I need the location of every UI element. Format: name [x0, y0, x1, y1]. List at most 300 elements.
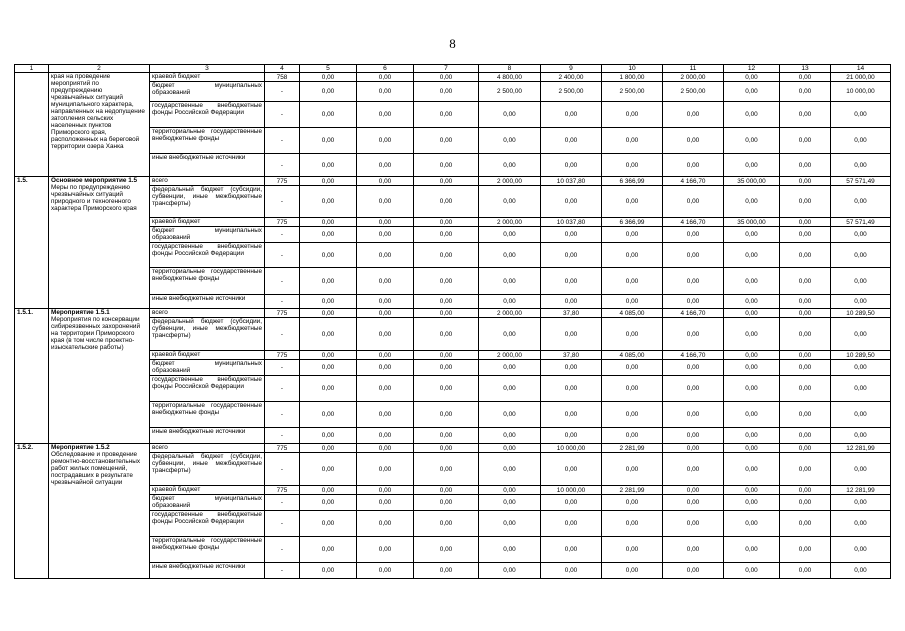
funding-source: территориальные государственные внебюджетные фонды [150, 268, 265, 295]
item-title: Мероприятие 1.5.1 [51, 309, 110, 316]
amount-cell: 0,00 [541, 295, 602, 309]
amount-cell: 0,00 [414, 495, 479, 511]
funding-source: краевой бюджет [150, 73, 265, 82]
amount-cell: 0,00 [300, 73, 357, 82]
amount-cell: 10 289,50 [831, 351, 891, 360]
amount-cell: 0,00 [414, 73, 479, 82]
table-row [15, 444, 891, 453]
amount-cell: 0,00 [479, 453, 541, 486]
amount-cell: 6 366,99 [602, 218, 663, 227]
amount-cell: 0,00 [300, 444, 357, 453]
amount-cell: 0,00 [541, 402, 602, 428]
amount-cell: 10 289,50 [831, 309, 891, 318]
amount-cell: 0,00 [357, 537, 414, 563]
amount-cell: 0,00 [780, 177, 831, 186]
amount-cell: 0,00 [831, 243, 891, 268]
amount-cell: 0,00 [831, 563, 891, 579]
column-number-14: 14 [831, 65, 891, 73]
amount-cell: 0,00 [357, 268, 414, 295]
amount-cell: 0,00 [357, 351, 414, 360]
amount-cell: 0,00 [831, 511, 891, 537]
amount-cell: 0,00 [300, 453, 357, 486]
amount-cell: 0,00 [663, 154, 724, 177]
amount-cell: 0,00 [724, 495, 780, 511]
amount-cell: 0,00 [663, 428, 724, 444]
amount-cell: 0,00 [663, 360, 724, 376]
amount-cell: 0,00 [602, 128, 663, 154]
amount-cell: 0,00 [724, 486, 780, 495]
amount-cell: 10 037,80 [541, 177, 602, 186]
amount-cell: 0,00 [300, 511, 357, 537]
amount-cell: 0,00 [663, 495, 724, 511]
amount-cell: 0,00 [724, 154, 780, 177]
amount-cell: 0,00 [780, 82, 831, 102]
amount-cell: 0,00 [300, 563, 357, 579]
code-cell: - [265, 227, 300, 243]
amount-cell: 0,00 [780, 495, 831, 511]
item-description-text: Обследование и проведение ремонтно-восстановительных работ жилых помещений, пострадавших в результате чрезвычайной ситуации [51, 451, 141, 486]
funding-source: бюджет муниципальных образований [150, 227, 265, 243]
amount-cell: 4 085,00 [602, 351, 663, 360]
amount-cell: 0,00 [663, 186, 724, 218]
code-cell: - [265, 318, 300, 351]
code-cell: - [265, 102, 300, 128]
amount-cell: 0,00 [724, 428, 780, 444]
amount-cell: 0,00 [541, 453, 602, 486]
table-row [15, 309, 891, 318]
amount-cell: 21 000,00 [831, 73, 891, 82]
column-number-4: 4 [265, 65, 300, 73]
amount-cell: 0,00 [724, 295, 780, 309]
amount-cell: 2 281,99 [602, 444, 663, 453]
column-number-3: 3 [150, 65, 265, 73]
page-number: 8 [449, 36, 456, 51]
amount-cell: 0,00 [300, 428, 357, 444]
amount-cell: 0,00 [414, 218, 479, 227]
amount-cell: 10 000,00 [541, 486, 602, 495]
amount-cell: 0,00 [414, 318, 479, 351]
funding-source: всего [150, 444, 265, 453]
code-cell: - [265, 402, 300, 428]
funding-source: бюджет муниципальных образований [150, 495, 265, 511]
amount-cell: 0,00 [479, 102, 541, 128]
amount-cell: 0,00 [663, 243, 724, 268]
column-number-2: 2 [49, 65, 150, 73]
column-number-6: 6 [357, 65, 414, 73]
amount-cell: 0,00 [602, 295, 663, 309]
amount-cell: 0,00 [300, 218, 357, 227]
amount-cell: 0,00 [479, 360, 541, 376]
amount-cell: 0,00 [724, 453, 780, 486]
amount-cell: 0,00 [724, 360, 780, 376]
funding-source: краевой бюджет [150, 351, 265, 360]
amount-cell: 0,00 [541, 102, 602, 128]
amount-cell: 2 500,00 [602, 82, 663, 102]
amount-cell: 0,00 [479, 295, 541, 309]
amount-cell: 0,00 [541, 376, 602, 402]
funding-source: бюджет муниципальных образований [150, 360, 265, 376]
amount-cell: 0,00 [357, 102, 414, 128]
amount-cell: 0,00 [541, 268, 602, 295]
amount-cell: 0,00 [663, 268, 724, 295]
amount-cell: 0,00 [479, 318, 541, 351]
amount-cell: 0,00 [357, 309, 414, 318]
amount-cell: 0,00 [724, 268, 780, 295]
amount-cell: 0,00 [300, 318, 357, 351]
amount-cell: 4 166,70 [663, 351, 724, 360]
funding-source: краевой бюджет [150, 486, 265, 495]
amount-cell: 0,00 [831, 102, 891, 128]
amount-cell: 0,00 [602, 186, 663, 218]
funding-source: бюджет муниципальных образований [150, 82, 265, 102]
amount-cell: 0,00 [541, 186, 602, 218]
amount-cell: 57 571,49 [831, 218, 891, 227]
amount-cell: 0,00 [831, 154, 891, 177]
amount-cell: 0,00 [724, 511, 780, 537]
amount-cell: 0,00 [541, 227, 602, 243]
code-cell: - [265, 82, 300, 102]
amount-cell: 0,00 [663, 227, 724, 243]
amount-cell: 0,00 [300, 227, 357, 243]
amount-cell: 0,00 [831, 537, 891, 563]
amount-cell: 0,00 [780, 154, 831, 177]
item-description [49, 73, 150, 177]
amount-cell: 0,00 [780, 453, 831, 486]
column-number-12: 12 [724, 65, 780, 73]
funding-source: иные внебюджетные источники [150, 154, 265, 177]
amount-cell: 0,00 [724, 376, 780, 402]
amount-cell: 4 166,70 [663, 309, 724, 318]
amount-cell: 0,00 [663, 453, 724, 486]
amount-cell: 0,00 [300, 360, 357, 376]
amount-cell: 0,00 [357, 563, 414, 579]
amount-cell: 0,00 [357, 128, 414, 154]
amount-cell: 0,00 [602, 154, 663, 177]
funding-source: территориальные государственные внебюджетные фонды [150, 128, 265, 154]
amount-cell: 6 366,99 [602, 177, 663, 186]
amount-cell: 12 281,99 [831, 486, 891, 495]
amount-cell: 0,00 [780, 376, 831, 402]
amount-cell: 0,00 [414, 243, 479, 268]
amount-cell: 0,00 [414, 428, 479, 444]
amount-cell: 0,00 [663, 295, 724, 309]
budget-table [14, 64, 891, 579]
amount-cell: 0,00 [831, 428, 891, 444]
amount-cell: 0,00 [414, 360, 479, 376]
funding-source: иные внебюджетные источники [150, 563, 265, 579]
amount-cell: 0,00 [414, 351, 479, 360]
item-description [49, 309, 150, 444]
amount-cell: 0,00 [780, 243, 831, 268]
amount-cell: 0,00 [414, 537, 479, 563]
amount-cell: 0,00 [831, 128, 891, 154]
amount-cell: 0,00 [300, 154, 357, 177]
item-description-text: Мероприятия по консервации сибиреязвенных захоронений на территории Приморского края (в том числе проектно-изыскательские работы) [51, 316, 141, 351]
amount-cell: 4 166,70 [663, 177, 724, 186]
amount-cell: 0,00 [357, 376, 414, 402]
amount-cell: 0,00 [663, 402, 724, 428]
amount-cell: 0,00 [357, 218, 414, 227]
amount-cell: 0,00 [602, 318, 663, 351]
amount-cell: 0,00 [479, 268, 541, 295]
item-description [49, 177, 150, 309]
amount-cell: 0,00 [414, 295, 479, 309]
amount-cell: 0,00 [780, 360, 831, 376]
amount-cell: 37,80 [541, 351, 602, 360]
code-cell: - [265, 128, 300, 154]
amount-cell: 2 000,00 [479, 309, 541, 318]
funding-source: краевой бюджет [150, 218, 265, 227]
amount-cell: 0,00 [602, 563, 663, 579]
amount-cell: 0,00 [300, 402, 357, 428]
amount-cell: 10 037,80 [541, 218, 602, 227]
amount-cell: 0,00 [831, 495, 891, 511]
code-cell: - [265, 376, 300, 402]
amount-cell: 0,00 [357, 453, 414, 486]
amount-cell: 0,00 [479, 537, 541, 563]
amount-cell: 0,00 [780, 351, 831, 360]
item-number [15, 73, 49, 177]
item-description [49, 444, 150, 579]
amount-cell: 0,00 [602, 402, 663, 428]
code-cell: 775 [265, 486, 300, 495]
code-cell: - [265, 268, 300, 295]
amount-cell: 0,00 [602, 428, 663, 444]
amount-cell: 0,00 [414, 402, 479, 428]
amount-cell: 2 500,00 [541, 82, 602, 102]
amount-cell: 0,00 [602, 495, 663, 511]
code-cell: - [265, 511, 300, 537]
amount-cell: 0,00 [780, 227, 831, 243]
amount-cell: 35 000,00 [724, 218, 780, 227]
amount-cell: 0,00 [300, 537, 357, 563]
amount-cell: 0,00 [414, 268, 479, 295]
amount-cell: 12 281,99 [831, 444, 891, 453]
amount-cell: 0,00 [541, 537, 602, 563]
funding-source: иные внебюджетные источники [150, 295, 265, 309]
code-cell: 775 [265, 177, 300, 186]
amount-cell: 0,00 [831, 295, 891, 309]
amount-cell: 0,00 [724, 351, 780, 360]
amount-cell: 0,00 [357, 318, 414, 351]
amount-cell: 0,00 [724, 82, 780, 102]
amount-cell: 0,00 [414, 128, 479, 154]
amount-cell: 0,00 [479, 227, 541, 243]
amount-cell: 0,00 [479, 376, 541, 402]
code-cell: 758 [265, 73, 300, 82]
amount-cell: 37,80 [541, 309, 602, 318]
amount-cell: 0,00 [780, 318, 831, 351]
amount-cell: 0,00 [663, 318, 724, 351]
amount-cell: 0,00 [602, 268, 663, 295]
column-number-13: 13 [780, 65, 831, 73]
amount-cell: 57 571,49 [831, 177, 891, 186]
amount-cell: 0,00 [357, 486, 414, 495]
amount-cell: 2 000,00 [479, 177, 541, 186]
table-row [15, 73, 891, 82]
amount-cell: 2 000,00 [479, 351, 541, 360]
code-cell: 775 [265, 351, 300, 360]
funding-source: государственные внебюджетные фонды Российской Федерации [150, 102, 265, 128]
amount-cell: 0,00 [357, 360, 414, 376]
amount-cell: 0,00 [724, 128, 780, 154]
amount-cell: 0,00 [780, 218, 831, 227]
amount-cell: 0,00 [357, 177, 414, 186]
amount-cell: 0,00 [357, 243, 414, 268]
amount-cell: 0,00 [357, 82, 414, 102]
amount-cell: 0,00 [780, 402, 831, 428]
amount-cell: 0,00 [831, 268, 891, 295]
amount-cell: 0,00 [831, 227, 891, 243]
amount-cell: 0,00 [780, 537, 831, 563]
amount-cell: 0,00 [541, 495, 602, 511]
amount-cell: 0,00 [780, 511, 831, 537]
amount-cell: 0,00 [724, 318, 780, 351]
amount-cell: 0,00 [357, 154, 414, 177]
amount-cell: 0,00 [780, 102, 831, 128]
code-cell: - [265, 243, 300, 268]
amount-cell: 1 800,00 [602, 73, 663, 82]
column-number-9: 9 [541, 65, 602, 73]
amount-cell: 0,00 [479, 428, 541, 444]
amount-cell: 0,00 [357, 495, 414, 511]
amount-cell: 0,00 [479, 186, 541, 218]
amount-cell: 0,00 [663, 511, 724, 537]
code-cell: - [265, 154, 300, 177]
funding-source: федеральный бюджет (субсидии, субвенции, иные межбюджетные трансферты) [150, 453, 265, 486]
code-cell: - [265, 186, 300, 218]
amount-cell: 0,00 [780, 444, 831, 453]
amount-cell: 0,00 [300, 177, 357, 186]
code-cell: - [265, 360, 300, 376]
amount-cell: 0,00 [780, 268, 831, 295]
item-description-text: края на проведение мероприятий по предупреждению чрезвычайных ситуаций муниципального характера, направленных на недопущение затопления сельских населенных пунктов Приморского края, расположенных на береговой территории озера Ханка [51, 73, 145, 150]
amount-cell: 0,00 [479, 154, 541, 177]
amount-cell: 0,00 [300, 486, 357, 495]
code-cell: - [265, 295, 300, 309]
amount-cell: 0,00 [602, 376, 663, 402]
amount-cell: 0,00 [780, 309, 831, 318]
amount-cell: 0,00 [602, 102, 663, 128]
amount-cell: 0,00 [724, 102, 780, 128]
column-number-1: 1 [15, 65, 49, 73]
code-cell: 775 [265, 309, 300, 318]
amount-cell: 2 281,99 [602, 486, 663, 495]
amount-cell: 0,00 [831, 318, 891, 351]
amount-cell: 0,00 [602, 227, 663, 243]
amount-cell: 0,00 [780, 128, 831, 154]
column-number-7: 7 [414, 65, 479, 73]
amount-cell: 0,00 [663, 102, 724, 128]
item-title: Мероприятие 1.5.2 [51, 444, 110, 451]
amount-cell: 0,00 [479, 243, 541, 268]
funding-source: иные внебюджетные источники [150, 428, 265, 444]
amount-cell: 0,00 [780, 563, 831, 579]
amount-cell: 0,00 [541, 128, 602, 154]
amount-cell: 0,00 [300, 243, 357, 268]
amount-cell: 4 085,00 [602, 309, 663, 318]
funding-source: государственные внебюджетные фонды Российской Федерации [150, 376, 265, 402]
amount-cell: 4 166,70 [663, 218, 724, 227]
amount-cell: 0,00 [780, 486, 831, 495]
amount-cell: 0,00 [414, 177, 479, 186]
item-number: 1.5. [15, 177, 49, 309]
amount-cell: 0,00 [479, 402, 541, 428]
amount-cell: 0,00 [663, 376, 724, 402]
code-cell: - [265, 537, 300, 563]
amount-cell: 0,00 [780, 73, 831, 82]
amount-cell: 0,00 [357, 73, 414, 82]
amount-cell: 0,00 [300, 102, 357, 128]
amount-cell: 0,00 [357, 402, 414, 428]
funding-source: территориальные государственные внебюджетные фонды [150, 537, 265, 563]
amount-cell: 0,00 [300, 186, 357, 218]
amount-cell: 0,00 [357, 227, 414, 243]
amount-cell: 0,00 [724, 186, 780, 218]
code-cell: - [265, 453, 300, 486]
code-cell: 775 [265, 444, 300, 453]
amount-cell: 0,00 [541, 563, 602, 579]
amount-cell: 0,00 [541, 154, 602, 177]
column-number-10: 10 [602, 65, 663, 73]
amount-cell: 0,00 [414, 102, 479, 128]
amount-cell: 0,00 [663, 128, 724, 154]
amount-cell: 0,00 [541, 318, 602, 351]
amount-cell: 0,00 [780, 295, 831, 309]
code-cell: - [265, 563, 300, 579]
amount-cell: 0,00 [300, 351, 357, 360]
amount-cell: 4 800,00 [479, 73, 541, 82]
amount-cell: 0,00 [663, 486, 724, 495]
amount-cell: 0,00 [602, 243, 663, 268]
amount-cell: 0,00 [479, 128, 541, 154]
amount-cell: 0,00 [414, 82, 479, 102]
funding-source: государственные внебюджетные фонды Российской Федерации [150, 511, 265, 537]
amount-cell: 0,00 [831, 186, 891, 218]
item-description-text: Меры по предупреждению чрезвычайных ситуаций природного и техногенного характера Приморского края [51, 184, 137, 212]
amount-cell: 0,00 [724, 309, 780, 318]
amount-cell: 0,00 [414, 186, 479, 218]
amount-cell: 0,00 [541, 243, 602, 268]
amount-cell: 0,00 [479, 486, 541, 495]
amount-cell: 0,00 [541, 428, 602, 444]
amount-cell: 0,00 [602, 511, 663, 537]
amount-cell: 0,00 [831, 360, 891, 376]
column-number-8: 8 [479, 65, 541, 73]
amount-cell: 2 000,00 [663, 73, 724, 82]
amount-cell: 0,00 [300, 295, 357, 309]
item-title: Основное мероприятие 1.5 [51, 177, 138, 184]
amount-cell: 0,00 [414, 154, 479, 177]
amount-cell: 0,00 [357, 444, 414, 453]
amount-cell: 0,00 [663, 444, 724, 453]
amount-cell: 0,00 [414, 227, 479, 243]
code-cell: 775 [265, 218, 300, 227]
amount-cell: 0,00 [541, 360, 602, 376]
funding-source: федеральный бюджет (субсидии, субвенции, иные межбюджетные трансферты) [150, 318, 265, 351]
amount-cell: 0,00 [724, 444, 780, 453]
funding-source: всего [150, 309, 265, 318]
amount-cell: 0,00 [663, 537, 724, 563]
code-cell: - [265, 495, 300, 511]
amount-cell: 0,00 [602, 537, 663, 563]
funding-source: всего [150, 177, 265, 186]
amount-cell: 0,00 [357, 428, 414, 444]
amount-cell: 0,00 [414, 486, 479, 495]
amount-cell: 0,00 [300, 82, 357, 102]
amount-cell: 0,00 [724, 537, 780, 563]
amount-cell: 0,00 [724, 243, 780, 268]
